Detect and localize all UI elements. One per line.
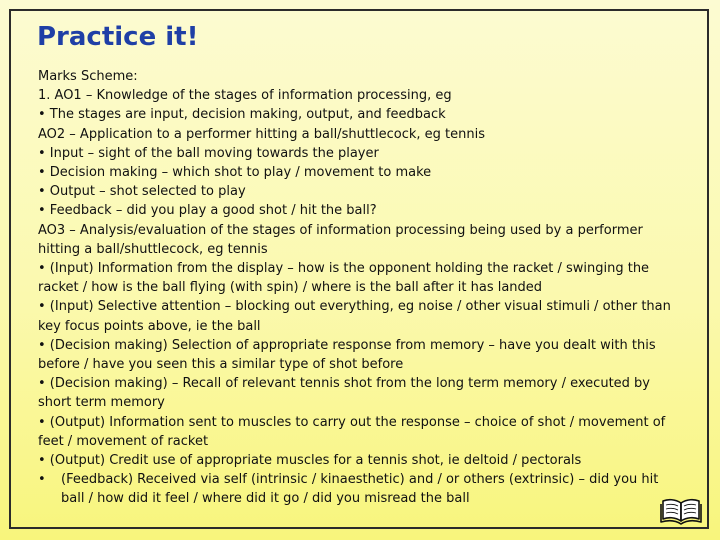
text-line: 1. AO1 – Knowledge of the stages of information processing, eg [38,88,452,104]
text-line: • Feedback – did you play a good shot / hit the ball? [38,203,377,219]
text-line: short term memory [38,395,165,411]
text-line: before / have you seen this a similar type of shot before [38,357,404,373]
text-line: AO2 – Application to a performer hitting a ball/shuttlecock, eg tennis [38,126,486,142]
text-line: • (Decision making) – Recall of relevant tennis shot from the long term memory / executed by [38,376,650,392]
text-line: • The stages are input, decision making, output, and feedback [38,107,446,123]
text-line: • (Input) Information from the display – how is the opponent holding the racket / swinging the [38,261,650,277]
bullet-marker: • [38,472,46,488]
text-line: • (Output) Information sent to muscles to carry out the response – choice of shot / movement of [38,414,666,430]
text-line: • Decision making – which shot to play / movement to make [38,165,432,181]
text-line: racket / how is the ball flying (with spin) / where is the ball after it has landed [38,280,543,296]
open-book-icon[interactable] [660,497,702,525]
text-line: feet / movement of racket [38,433,209,449]
text-line: ball / how did it feel / where did it go / did you misread the ball [61,491,470,507]
text-line: • Input – sight of the ball moving towards the player [38,145,379,161]
text-line: • Output – shot selected to play [38,184,246,200]
slide-title: Practice it! [37,22,199,52]
text-line: (Feedback) Received via self (intrinsic / kinaesthetic) and / or others (extrinsic) – did you hit [61,472,659,488]
feedback-text [61,470,678,508]
text-line: • (Input) Selective attention – blocking out everything, eg noise / other visual stimuli / other than [38,299,671,315]
text-line: AO3 – Analysis/evaluation of the stages of information processing being used by a performer [38,222,643,238]
text-line: • (Decision making) Selection of appropriate response from memory – have you dealt with this [38,337,656,353]
marks-scheme-text [38,67,678,509]
text-line: hitting a ball/shuttlecock, eg tennis [38,241,268,257]
text-line: • (Output) Credit use of appropriate muscles for a tennis shot, ie deltoid / pectorals [38,453,582,469]
feedback-bullet [38,470,678,508]
text-line: key focus points above, ie the ball [38,318,261,334]
text-line: Marks Scheme: [38,69,138,84]
